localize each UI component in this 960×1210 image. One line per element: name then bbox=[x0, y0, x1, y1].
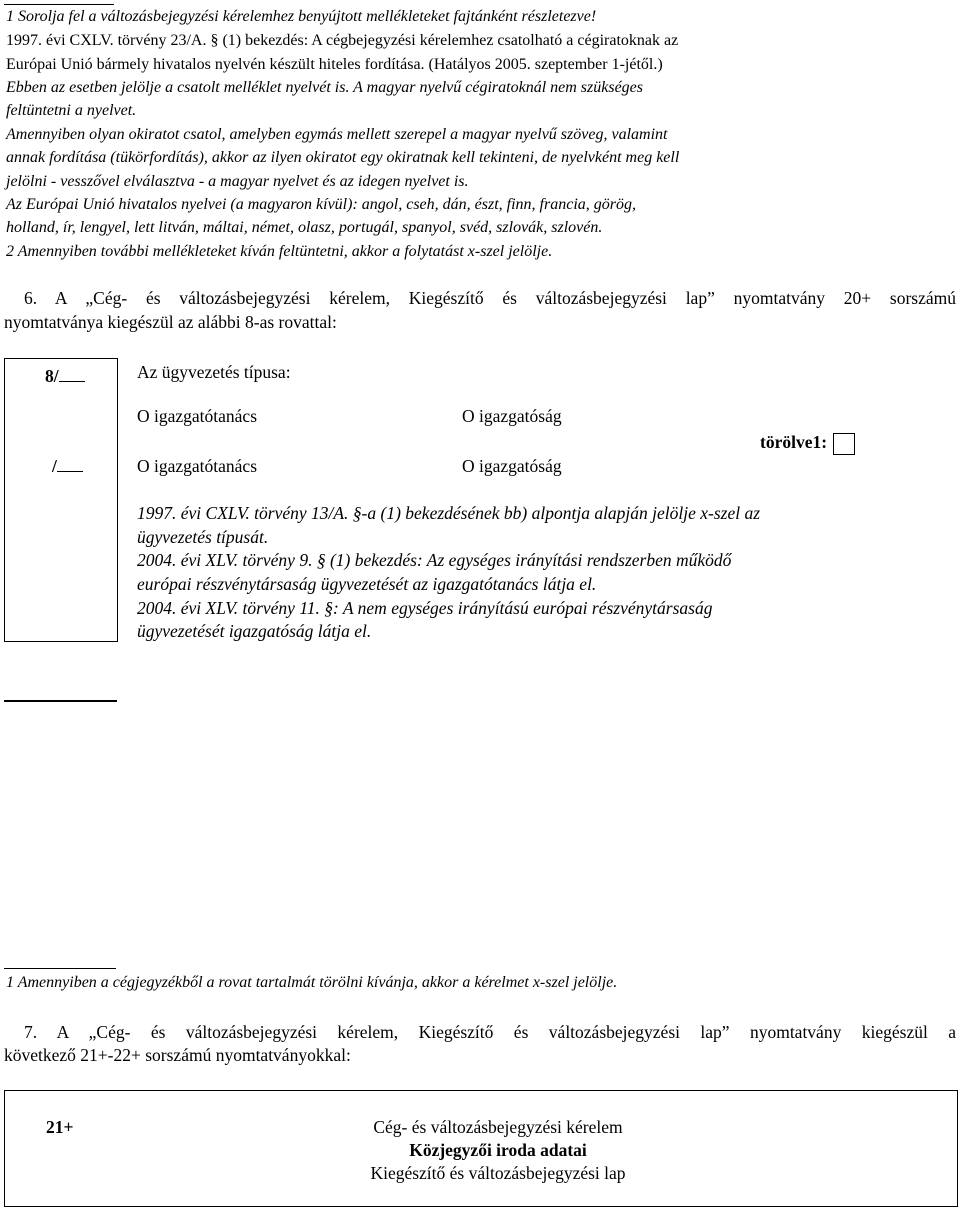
rovat-8-note-2-cont: európai részvénytársaság ügyvezetését az igazgatótanács látja el. bbox=[137, 574, 597, 594]
footnote-eu-languages-cont: holland, ír, lengyel, lett litván, máltai, német, olasz, portugál, spanyol, svéd, szlovák, szlovén. bbox=[6, 219, 603, 236]
footnote-1: 1 Sorolja fel a változásbejegyzési kérelemhez benyújtott mellékleteket fajtánként részletezve! bbox=[6, 8, 597, 25]
footnote-eu-languages: Az Európai Unió hivatalos nyelvei (a magyaron kívül): angol, cseh, dán, észt, finn, francia, görög, bbox=[6, 196, 636, 213]
option-igazgatosag-1[interactable]: O igazgatóság bbox=[462, 406, 562, 426]
footnote-law-text: Európai Unió bármely hivatalos nyelvén készült hiteles fordítása. (Hatályos 2005. szeptember 1-jétől.) bbox=[6, 56, 663, 73]
rovat-8-note-2: 2004. évi XLV. törvény 9. § (1) bekezdés: Az egységes irányítási rendszerben működő bbox=[137, 550, 732, 570]
form-21-number: 21+ bbox=[46, 1117, 74, 1137]
section-6-heading: 6. A „Cég- és változásbejegyzési kérelem, Kiegészítő és változásbejegyzési lap” nyomtatvány 20+ sorszámú bbox=[24, 288, 956, 308]
footnote-2: 2 Amennyiben további mellékleteket kíván feltüntetni, akkor a folytatást x-szel jelölje. bbox=[6, 243, 553, 260]
footnote-separator-bottom bbox=[4, 968, 116, 969]
deleted-checkbox[interactable] bbox=[833, 433, 855, 455]
footnote-translation-note: Amennyiben olyan okiratot csatol, amelyben egymás mellett szerepel a magyar nyelvű szöveg, valamint bbox=[6, 126, 668, 143]
option-igazgatotanacs-1[interactable]: O igazgatótanács bbox=[137, 406, 258, 426]
rovat-8-title: Az ügyvezetés típusa: bbox=[137, 362, 291, 382]
footnote-separator-top bbox=[4, 4, 114, 5]
form-21-subtitle: Közjegyzői iroda adatai bbox=[409, 1140, 587, 1160]
option-igazgatotanacs-2[interactable]: O igazgatótanács bbox=[137, 456, 258, 476]
section-7-heading: 7. A „Cég- és változásbejegyzési kérelem, Kiegészítő és változásbejegyzési lap” nyomtatvány kiegészül a bbox=[24, 1022, 956, 1042]
rovat-8-note-1: 1997. évi CXLV. törvény 13/A. §-a (1) bekezdésének bb) alpontja alapján jelölje x-szel az bbox=[137, 503, 761, 523]
rovat-8-number-box bbox=[4, 700, 117, 702]
footnote-rovat-delete: 1 Amennyiben a cégjegyzékből a rovat tartalmát törölni kívánja, akkor a kérelmet x-szel jelölje. bbox=[6, 974, 618, 991]
footnote-translation-note-end: jelölni - vesszővel elválasztva - a magyar nyelvet és az idegen nyelvet is. bbox=[6, 173, 469, 190]
footnote-language-note: Ebben az esetben jelölje a csatolt melléklet nyelvét is. A magyar nyelvű cégiratoknál nem szükséges bbox=[6, 79, 643, 96]
option-igazgatosag-2[interactable]: O igazgatóság bbox=[462, 456, 562, 476]
rovat-8-slash-text: / bbox=[52, 456, 57, 476]
rovat-8-note-1-cont: ügyvezetés típusát. bbox=[137, 527, 269, 547]
rovat-8-number-box bbox=[4, 358, 118, 642]
footnote-law-reference: 1997. évi CXLV. törvény 23/A. § (1) bekezdés: A cégbejegyzési kérelemhez csatolható a cégiratoknak az bbox=[6, 32, 679, 49]
section-7-heading-cont: következő 21+-22+ sorszámú nyomtatványokkal: bbox=[4, 1045, 351, 1065]
rovat-8-number bbox=[45, 365, 85, 387]
footnote-language-note-cont: feltüntetni a nyelvet. bbox=[6, 102, 137, 119]
deleted-label bbox=[760, 430, 855, 455]
rovat-8-note-3-cont: ügyvezetését igazgatóság látja el. bbox=[137, 621, 372, 641]
form-21-sheet: Kiegészítő és változásbejegyzési lap bbox=[370, 1163, 626, 1183]
deleted-label-text: törölve1: bbox=[760, 432, 828, 452]
form-21-title: Cég- és változásbejegyzési kérelem bbox=[373, 1117, 623, 1137]
section-6-heading-cont: nyomtatványa kiegészül az alábbi 8-as rovattal: bbox=[4, 312, 337, 332]
footnote-translation-note-cont: annak fordítása (tükörfordítás), akkor az ilyen okiratot egy okiratnak kell tekinteni, de nyelvként meg kell bbox=[6, 149, 680, 166]
rovat-8-slash-blank bbox=[57, 455, 83, 472]
rovat-8-slash bbox=[52, 455, 83, 477]
rovat-8-number-text: 8/ bbox=[45, 366, 59, 386]
rovat-8-blank bbox=[59, 365, 85, 382]
rovat-8-note-3: 2004. évi XLV. törvény 11. §: A nem egységes irányítású európai részvénytársaság bbox=[137, 598, 713, 618]
